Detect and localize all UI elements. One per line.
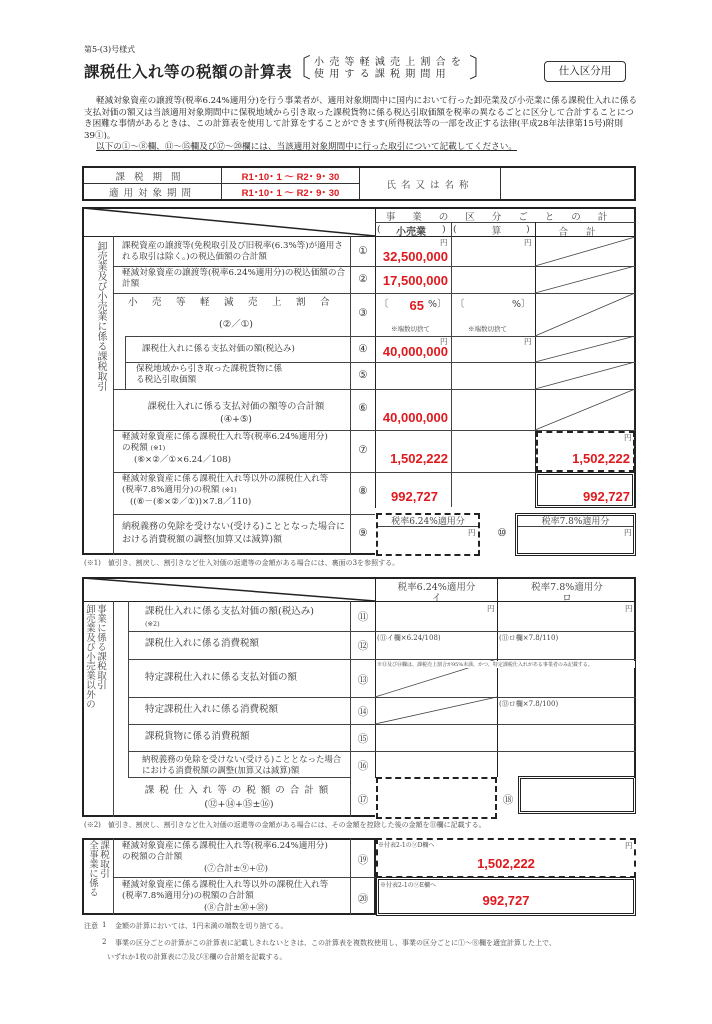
row-11-desc: 課税仕入れに係る支払対価の額(税込み) <box>145 606 314 617</box>
row-7-total[interactable]: 1,502,222 <box>572 451 630 466</box>
col-a-business[interactable]: 小売業 <box>396 227 426 238</box>
row-17-desc: 課税仕入れ等の税額の合計額 <box>144 785 334 796</box>
note-2-number: 2 <box>102 938 107 946</box>
row-4-number: ④ <box>358 343 368 355</box>
row-19-note: ※付表2-1の⑨D欄へ <box>378 842 435 849</box>
subtitle-line-2: 使用する課税期間用 <box>314 69 451 80</box>
subtitle <box>285 56 495 82</box>
vertical-label-all-business-1: 全事業に係る <box>87 840 98 897</box>
row-2-desc: 軽減対象資産の譲渡等(税率6.24%適用分)の税込価額の合計額 <box>122 268 346 289</box>
footnote-2: (※2) 値引き、割戻し、割引きなど仕入対価の返還等の金額がある場合には、その金額を控除した後の金額を⑪欄に記載する。 <box>84 821 486 829</box>
vertical-label-other-business-2: 事業に係る課税取引 <box>95 604 106 690</box>
applicable-period-value[interactable]: R1･10･ 1 ～ R2･ 9･ 30 <box>222 184 360 201</box>
row-2-number: ② <box>358 273 368 285</box>
row-7-formula: (⑥×②／①×6.24／108) <box>134 455 231 465</box>
row-3-desc: 小売等軽減売上割合 <box>128 297 345 308</box>
row-7-desc <box>122 432 334 453</box>
purchase-category-badge: 仕入区分用 <box>544 61 626 82</box>
row-20-formula: (⑧合計±⑩+⑱) <box>203 903 269 913</box>
row-20-desc: 軽減対象資産に係る課税仕入れ等以外の課税仕入れ等(税率7.8%適用分)の税額の合計額 <box>122 880 329 901</box>
row-19-value[interactable]: 1,502,222 <box>477 856 535 871</box>
bracket-open: 〔 <box>285 54 312 84</box>
row-6-col-a[interactable]: 40,000,000 <box>382 410 448 425</box>
row-3-number: ③ <box>358 307 368 319</box>
row-10-rate-label: 税率7.8%適用分 <box>541 517 610 527</box>
yen-unit: 円 <box>487 604 495 613</box>
name-field[interactable] <box>501 167 636 200</box>
row-17-number: ⑰ <box>357 794 369 806</box>
applicable-period-label: 適用対象期間 <box>83 184 222 201</box>
header-diagonal <box>83 208 375 236</box>
row-12-number: ⑫ <box>357 640 369 652</box>
taxable-period-label: 課税期間 <box>83 167 222 184</box>
col-i-diagonals <box>375 659 497 725</box>
yen-unit: 円 <box>468 528 476 537</box>
col-b-open: ( <box>453 224 457 235</box>
row-19-desc: 軽減対象資産に係る課税仕入れ等(税率6.24%適用分)の税額の合計額 <box>122 841 328 862</box>
form-number: 第5-(3)号様式 <box>84 45 136 54</box>
name-label: 氏名又は名称 <box>360 167 501 200</box>
row-8-formula: ((⑥－(⑥×②／①))×7.8／110) <box>130 497 252 507</box>
col-b-close: ) <box>526 224 530 235</box>
row-3-formula: (②／①) <box>219 319 253 330</box>
row-11-number: ⑪ <box>357 611 369 623</box>
row-9-rate-label: 税率6.24%適用分 <box>391 517 465 527</box>
row-6-number: ⑥ <box>358 402 368 414</box>
notes-label: 注意 <box>84 922 98 930</box>
yen-unit: 円 <box>624 528 632 537</box>
row-1-col-a[interactable]: 32,500,000 <box>382 249 448 264</box>
row-4-col-a[interactable]: 40,000,000 <box>382 344 448 359</box>
row-8-col-a[interactable]: 992,727 <box>391 489 438 504</box>
row-8-desc-text: 軽減対象資産に係る課税仕入れ等以外の課税仕入れ等(税率7.8%適用分)の税額 <box>122 474 329 495</box>
total-column-diagonals <box>535 237 635 430</box>
yen-unit: 円 <box>440 337 448 346</box>
header-business-division: 事業の区分ごとの計算 <box>385 212 625 237</box>
row-12-col-ro-formula: (⑪ロ欄×7.8/110) <box>499 634 559 642</box>
row-15-desc: 課税貨物に係る消費税額 <box>145 731 250 742</box>
col-ro-sub: ロ <box>562 593 572 604</box>
header-diagonal <box>83 578 375 601</box>
period-table <box>82 166 636 201</box>
row-14-desc: 特定課税仕入れに係る消費税額 <box>145 704 279 715</box>
row-9-number: ⑨ <box>358 527 368 539</box>
row-18-box[interactable] <box>518 776 636 814</box>
rounding-note-a: ※端数切捨て <box>391 325 430 333</box>
row-9-desc: 納税義務の免除を受けない(受ける)こととなった場合における消費税額の調整(加算又は減算)額 <box>122 522 346 545</box>
row-7-note: (※1) <box>150 443 166 452</box>
row-3-a-bracket: 〔 <box>379 299 389 310</box>
row-19-number: ⑲ <box>357 854 369 866</box>
row-7-col-a[interactable]: 1,502,222 <box>390 451 448 466</box>
vertical-label-all-business-2: 課税取引 <box>98 840 109 878</box>
row-14-number: ⑭ <box>357 706 369 718</box>
rounding-note-b: ※端数切捨て <box>468 325 507 333</box>
col-i-sub: イ <box>431 593 442 604</box>
row-5-desc: 保税地域から引き取った課税貨物に係る税込引取価額 <box>136 364 283 385</box>
yen-unit: 円 <box>625 841 633 850</box>
row-12-desc: 課税仕入れに係る消費税額 <box>145 638 260 649</box>
row-14-col-ro-formula: (⑬ロ欄×7.8/100) <box>499 700 559 708</box>
row-2-col-a[interactable]: 17,500,000 <box>382 273 448 288</box>
row-1-number: ① <box>358 245 368 257</box>
intro-instruction: 以下の①～⑧欄、⑪～⑮欄及び⑰～⑳欄には、当該適用対象期間中に行った取引について記載してください。 <box>96 142 517 153</box>
row-11-note: (※2) <box>145 620 160 628</box>
intro <box>84 96 640 154</box>
intro-paragraph: 軽減対象資産の譲渡等(税率6.24%適用分)を行う事業者が、適用対象期間中に国内において行った卸売業及び小売業に係る課税仕入れに係る支払対価の額又は当該適用対象期間中に保税地域から引き取った課税貨物に係る税込引取価額を税率の異なるごとに区分して合計することにつき困難な事情があるときは、この計算表を使用して計算をすることができます(所得税法等の一部を改正する法律(平成28年法律第15号)附則39①)。 <box>84 96 638 141</box>
row-17-formula: (⑫+⑭+⑮±⑯) <box>204 799 274 810</box>
row-13-desc: 特定課税仕入れに係る支払対価の額 <box>145 672 298 683</box>
yen-unit: 円 <box>625 604 633 613</box>
row-4-desc: 課税仕入れに係る支払対価の額(税込み) <box>142 344 295 354</box>
row-13-number: ⑬ <box>357 674 369 686</box>
row-8-total[interactable]: 992,727 <box>583 489 630 504</box>
vertical-label-other-business-1: 卸売業及び小売業以外の <box>84 604 95 709</box>
row-10-number: ⑩ <box>497 527 507 539</box>
row-12-col-i-formula: (⑪イ欄×6.24/108) <box>377 634 441 642</box>
row-6-desc: 課税仕入れに係る支払対価の額等の合計額 <box>147 401 325 412</box>
note-2a: 事業の区分ごとの計算がこの計算表に記載しきれないときは、この計算表を複数枚使用し、事業の区分ごとに①～⑧欄を適宜計算した上で、 <box>115 939 556 947</box>
yen-unit: 円 <box>624 433 632 442</box>
row-5-number: ⑤ <box>358 369 368 381</box>
col-a-open: ( <box>377 224 381 235</box>
row-13-note: ※⑬及び⑭欄は、課税売上割合が95%未満、かつ、特定課税仕入れがある事業者のみ記載する。 <box>377 661 635 668</box>
row-20-number: ⑳ <box>357 893 369 905</box>
col-a-close: ) <box>442 224 446 235</box>
vertical-label-wholesale-retail: 卸売業及び小売業に係る課税取引 <box>95 241 106 391</box>
note-1-number: 1 <box>102 921 107 929</box>
row-3-b-unit: %〕 <box>512 299 531 310</box>
row-18-number: ⑱ <box>502 794 514 806</box>
row-20-value[interactable]: 992,727 <box>482 893 530 908</box>
subtitle-line-1: 小売等軽減売上割合を <box>314 57 467 68</box>
page-title: 課税仕入れ等の税額の計算表 <box>84 62 293 81</box>
taxable-period-value[interactable]: R1･10･ 1 ～ R2･ 9･ 30 <box>222 167 360 184</box>
yen-unit: 円 <box>524 238 532 247</box>
row-7-desc-text: 軽減対象資産に係る課税仕入れ等(税率6.24%適用分)の税額 <box>122 432 328 453</box>
row-17-box[interactable] <box>376 777 497 819</box>
yen-unit: 円 <box>524 337 532 346</box>
row-3-b-bracket: 〔 <box>455 299 465 310</box>
row-20-note: ※付表2-1の⑨E欄へ <box>380 882 437 889</box>
row-19-formula: (⑦合計±⑨+⑰) <box>203 864 269 874</box>
row-1-desc: 課税資産の譲渡等(免税取引及び旧税率(6.3%等)が適用される取引は除く。)の税込価額の合計額 <box>122 241 343 262</box>
note-2b: いずれか1枚の計算表に⑦及び⑧欄の合計額を記載する。 <box>107 953 287 961</box>
col-i-header: 税率6.24%適用分 <box>397 582 476 593</box>
yen-unit: 円 <box>440 238 448 247</box>
row-6-formula: (④+⑤) <box>220 414 252 425</box>
row-16-desc: 納税義務の免除を受けない(受ける)こととなった場合における消費税額の調整(加算又は減算)額 <box>142 754 342 775</box>
col-ro-header: 税率7.8%適用分 <box>531 582 603 593</box>
row-15-number: ⑮ <box>357 733 369 745</box>
footnote-1: (※1) 値引き、割戻し、割引きなど仕入対価の返還等の金額がある場合には、裏面の3を参照する。 <box>84 559 400 567</box>
row-8-note: (※1) <box>222 485 237 494</box>
row-8-desc <box>122 474 334 495</box>
note-1: 金額の計算においては、1円未満の端数を切り捨てる。 <box>115 922 288 930</box>
row-3-col-a[interactable]: 65 <box>409 298 424 313</box>
row-3-a-unit: %〕 <box>428 299 447 310</box>
row-16-number: ⑯ <box>357 760 369 772</box>
row-8-number: ⑧ <box>358 485 368 497</box>
col-total: 合計 <box>558 227 614 238</box>
row-7-number: ⑦ <box>358 444 368 456</box>
bracket-close: 〕 <box>469 54 496 84</box>
